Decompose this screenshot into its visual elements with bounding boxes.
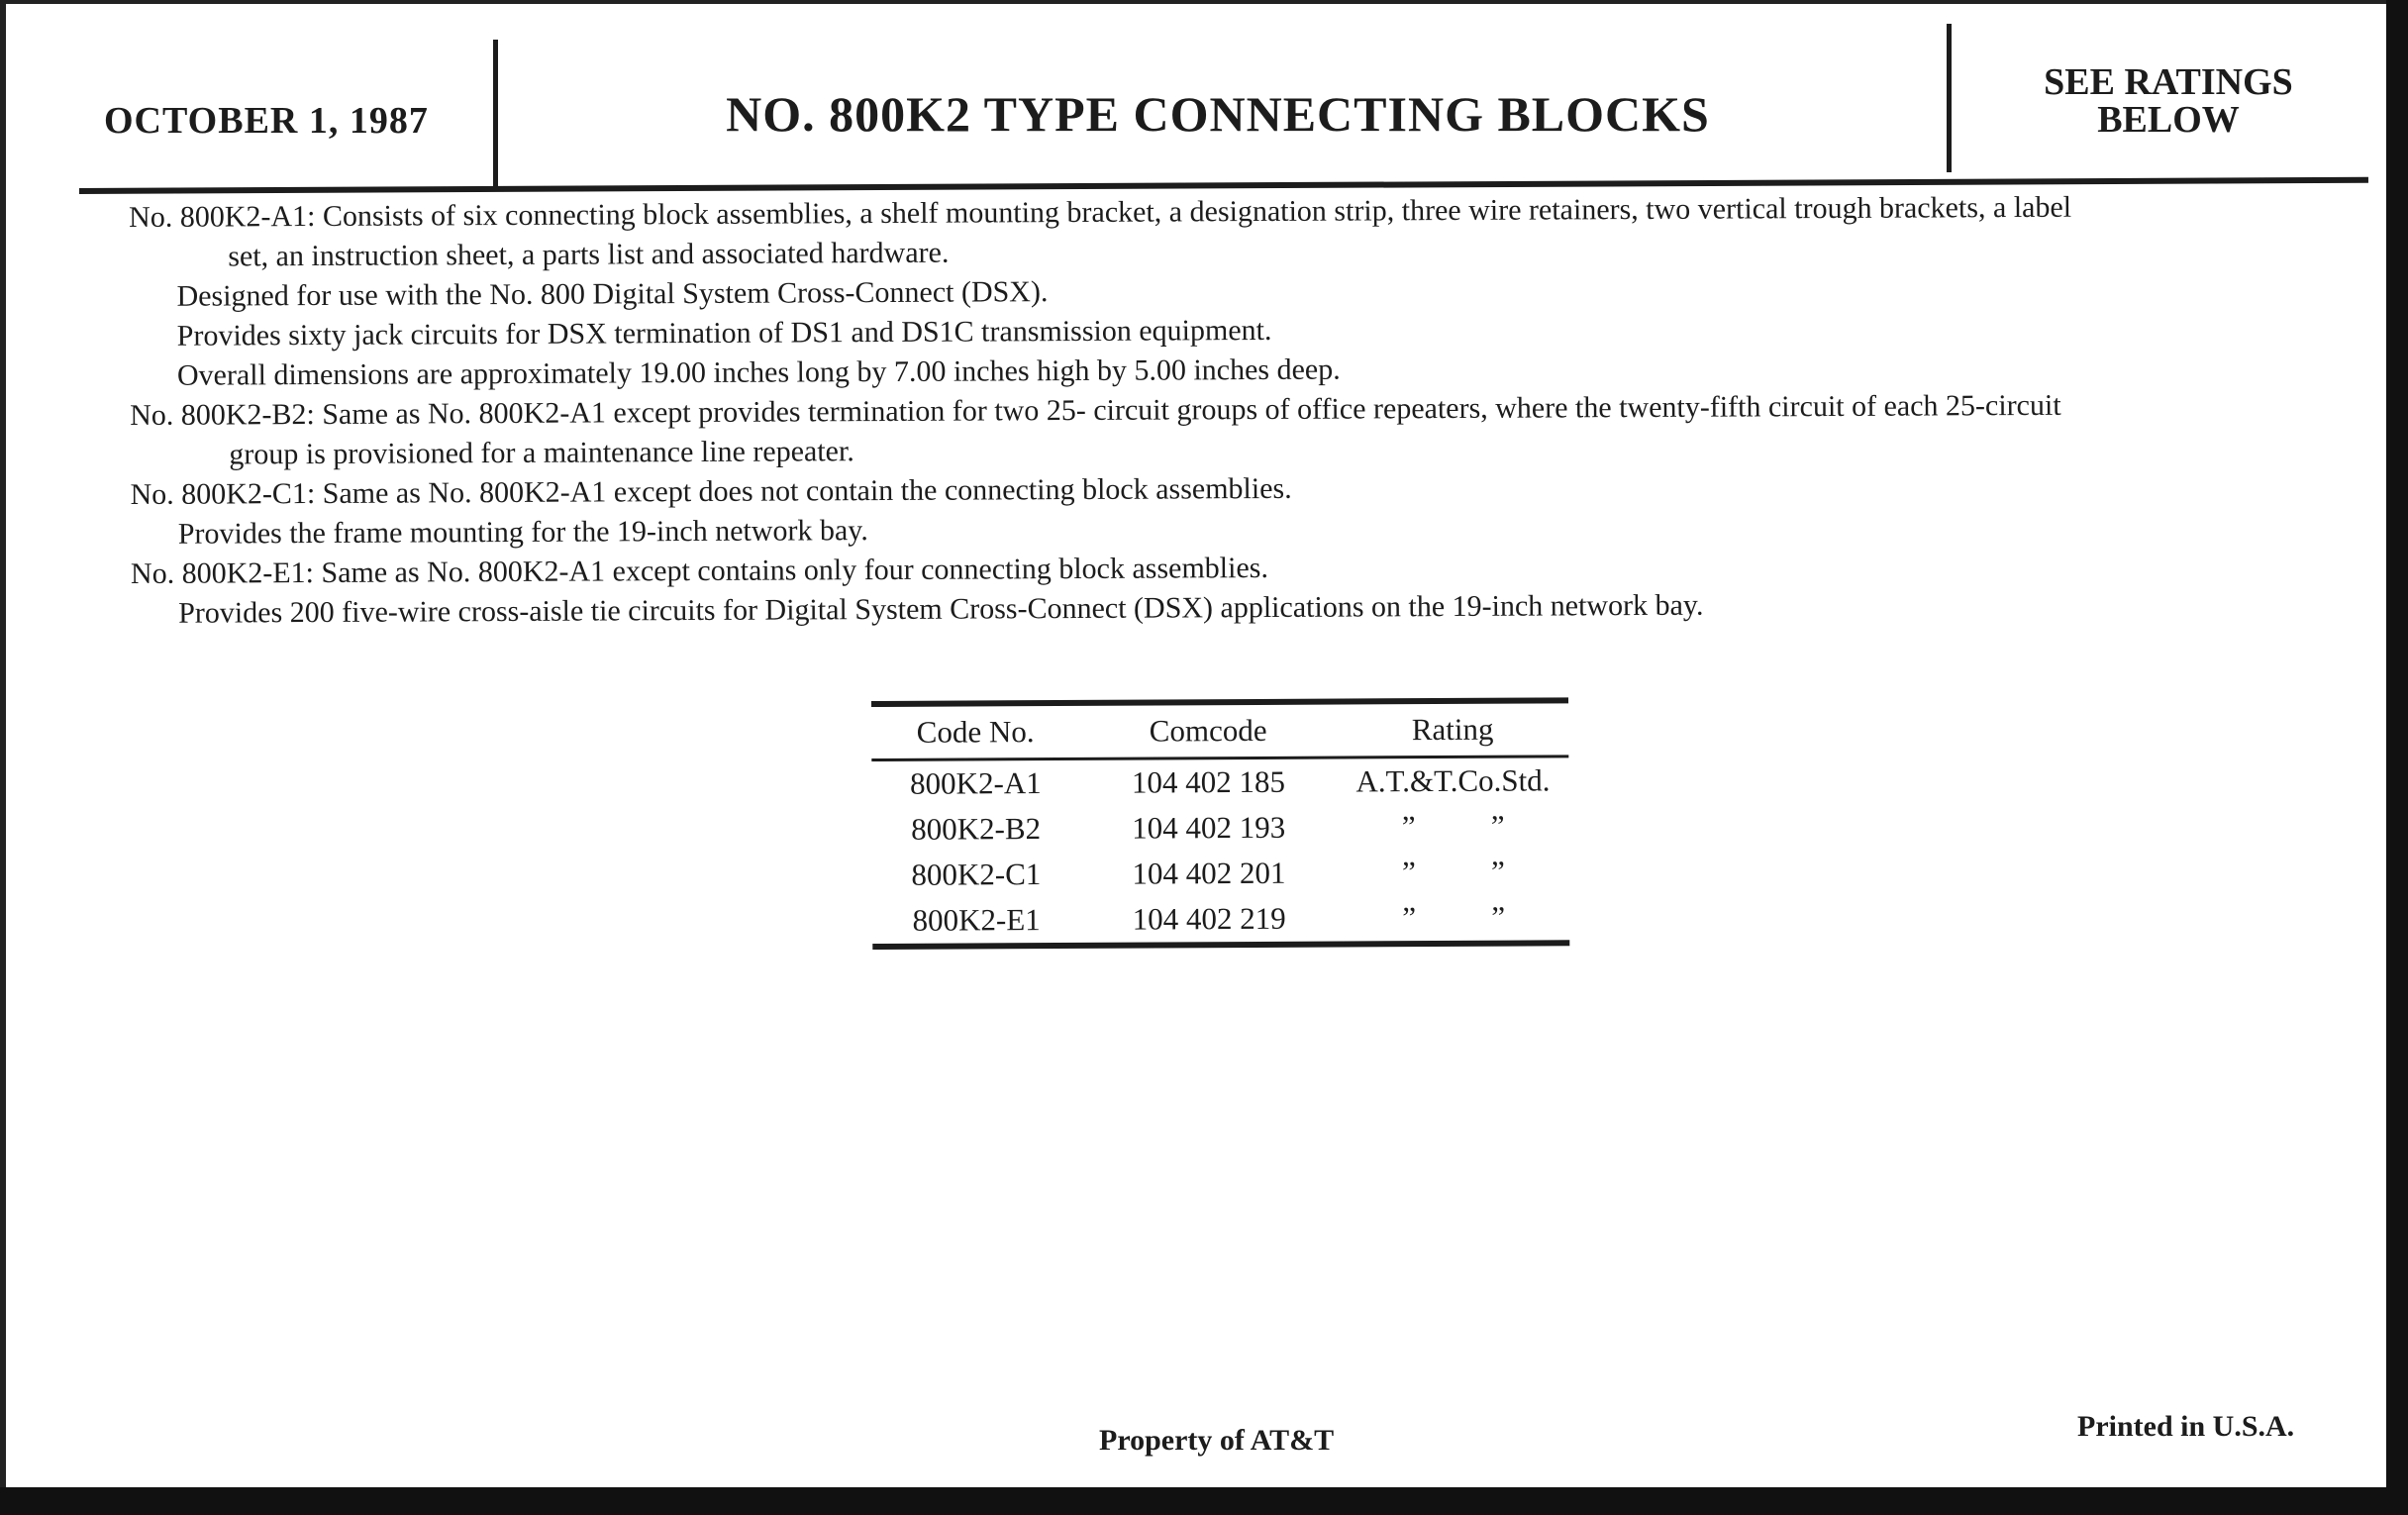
header-divider-right	[1947, 24, 1952, 172]
a1-description: No. 800K2-A1: Consists of six connecting block assemblies, a shelf mounting bracket, a designation strip, three wire retainers, two vertical trough brackets, a label	[129, 190, 2072, 234]
table-row	[872, 849, 1569, 898]
ditto-mark: ”	[1491, 899, 1506, 935]
cell-comcode: 104 402 185	[1131, 763, 1286, 800]
header-comcode: Comcode	[1149, 712, 1267, 749]
header-date: OCTOBER 1, 1987	[104, 100, 429, 142]
scan-edge-top	[0, 0, 2408, 4]
ditto-mark: ”	[1401, 809, 1416, 845]
header-code-no: Code No.	[916, 714, 1035, 750]
header-divider-left	[493, 40, 498, 188]
cell-rating	[1338, 899, 1569, 936]
table-header-row	[871, 703, 1568, 758]
cell-rating: A.T.&T.Co.Std.	[1355, 762, 1551, 799]
b2-description: No. 800K2-B2: Same as No. 800K2-A1 except provides termination for two 25- circuit groups of office repeaters, where the twenty-fifth circuit of each 25-circuit	[130, 388, 2061, 432]
table-row	[871, 758, 1568, 807]
cell-code: 800K2-B2	[911, 811, 1042, 847]
a1-description-continued: set, an instruction sheet, a parts list and associated hardware.	[228, 236, 950, 273]
cell-rating	[1338, 808, 1569, 845]
cell-comcode: 104 402 201	[1132, 855, 1286, 891]
cell-code: 800K2-A1	[910, 765, 1042, 801]
header-rating: Rating	[1411, 711, 1494, 748]
c1-mounting-note: Provides the frame mounting for the 19-inch network bay.	[177, 514, 868, 551]
ditto-mark: ”	[1402, 900, 1417, 936]
page-title: NO. 800K2 TYPE CONNECTING BLOCKS	[726, 86, 1710, 142]
cell-code: 800K2-C1	[911, 857, 1042, 892]
product-descriptions	[129, 186, 2339, 634]
b2-description-continued: group is provisioned for a maintenance line repeater.	[229, 435, 854, 471]
ditto-mark: ”	[1490, 808, 1505, 844]
ditto-mark: ”	[1401, 855, 1416, 890]
footer-printed: Printed in U.S.A.	[2077, 1410, 2295, 1443]
a1-circuits-note: Provides sixty jack circuits for DSX termination of DS1 and DS1C transmission equipment.	[176, 313, 1272, 353]
ratings-table	[871, 697, 1569, 950]
cell-comcode: 104 402 219	[1132, 900, 1286, 937]
c1-description: No. 800K2-C1: Same as No. 800K2-A1 except does not contain the connecting block assemblies.	[130, 471, 1292, 511]
scan-edge-right	[2386, 0, 2408, 1515]
ditto-mark: ”	[1490, 854, 1505, 889]
scan-edge-bottom	[0, 1487, 2408, 1515]
rating-note-line1: SEE RATINGS	[2044, 61, 2293, 103]
rating-note-line2: BELOW	[2097, 99, 2240, 141]
e1-description: No. 800K2-E1: Same as No. 800K2-A1 except contains only four connecting block assemblies.	[130, 551, 1268, 590]
a1-usage-note: Designed for use with the No. 800 Digital System Cross-Connect (DSX).	[176, 275, 1049, 313]
scan-edge-left	[0, 0, 6, 1515]
cell-rating	[1338, 854, 1569, 890]
table-row	[872, 894, 1569, 944]
cell-comcode: 104 402 193	[1132, 809, 1286, 846]
a1-dimensions-note: Overall dimensions are approximately 19.00 inches long by 7.00 inches high by 5.00 inches deep.	[176, 353, 1341, 392]
table-row	[872, 803, 1569, 853]
e1-circuits-note: Provides 200 five-wire cross-aisle tie circuits for Digital System Cross-Connect (DSX) applications on the 19-inch network bay.	[178, 588, 1704, 630]
header-rating-note	[1970, 63, 2366, 139]
footer-property: Property of AT&T	[1099, 1424, 1335, 1457]
cell-code: 800K2-E1	[912, 902, 1041, 938]
